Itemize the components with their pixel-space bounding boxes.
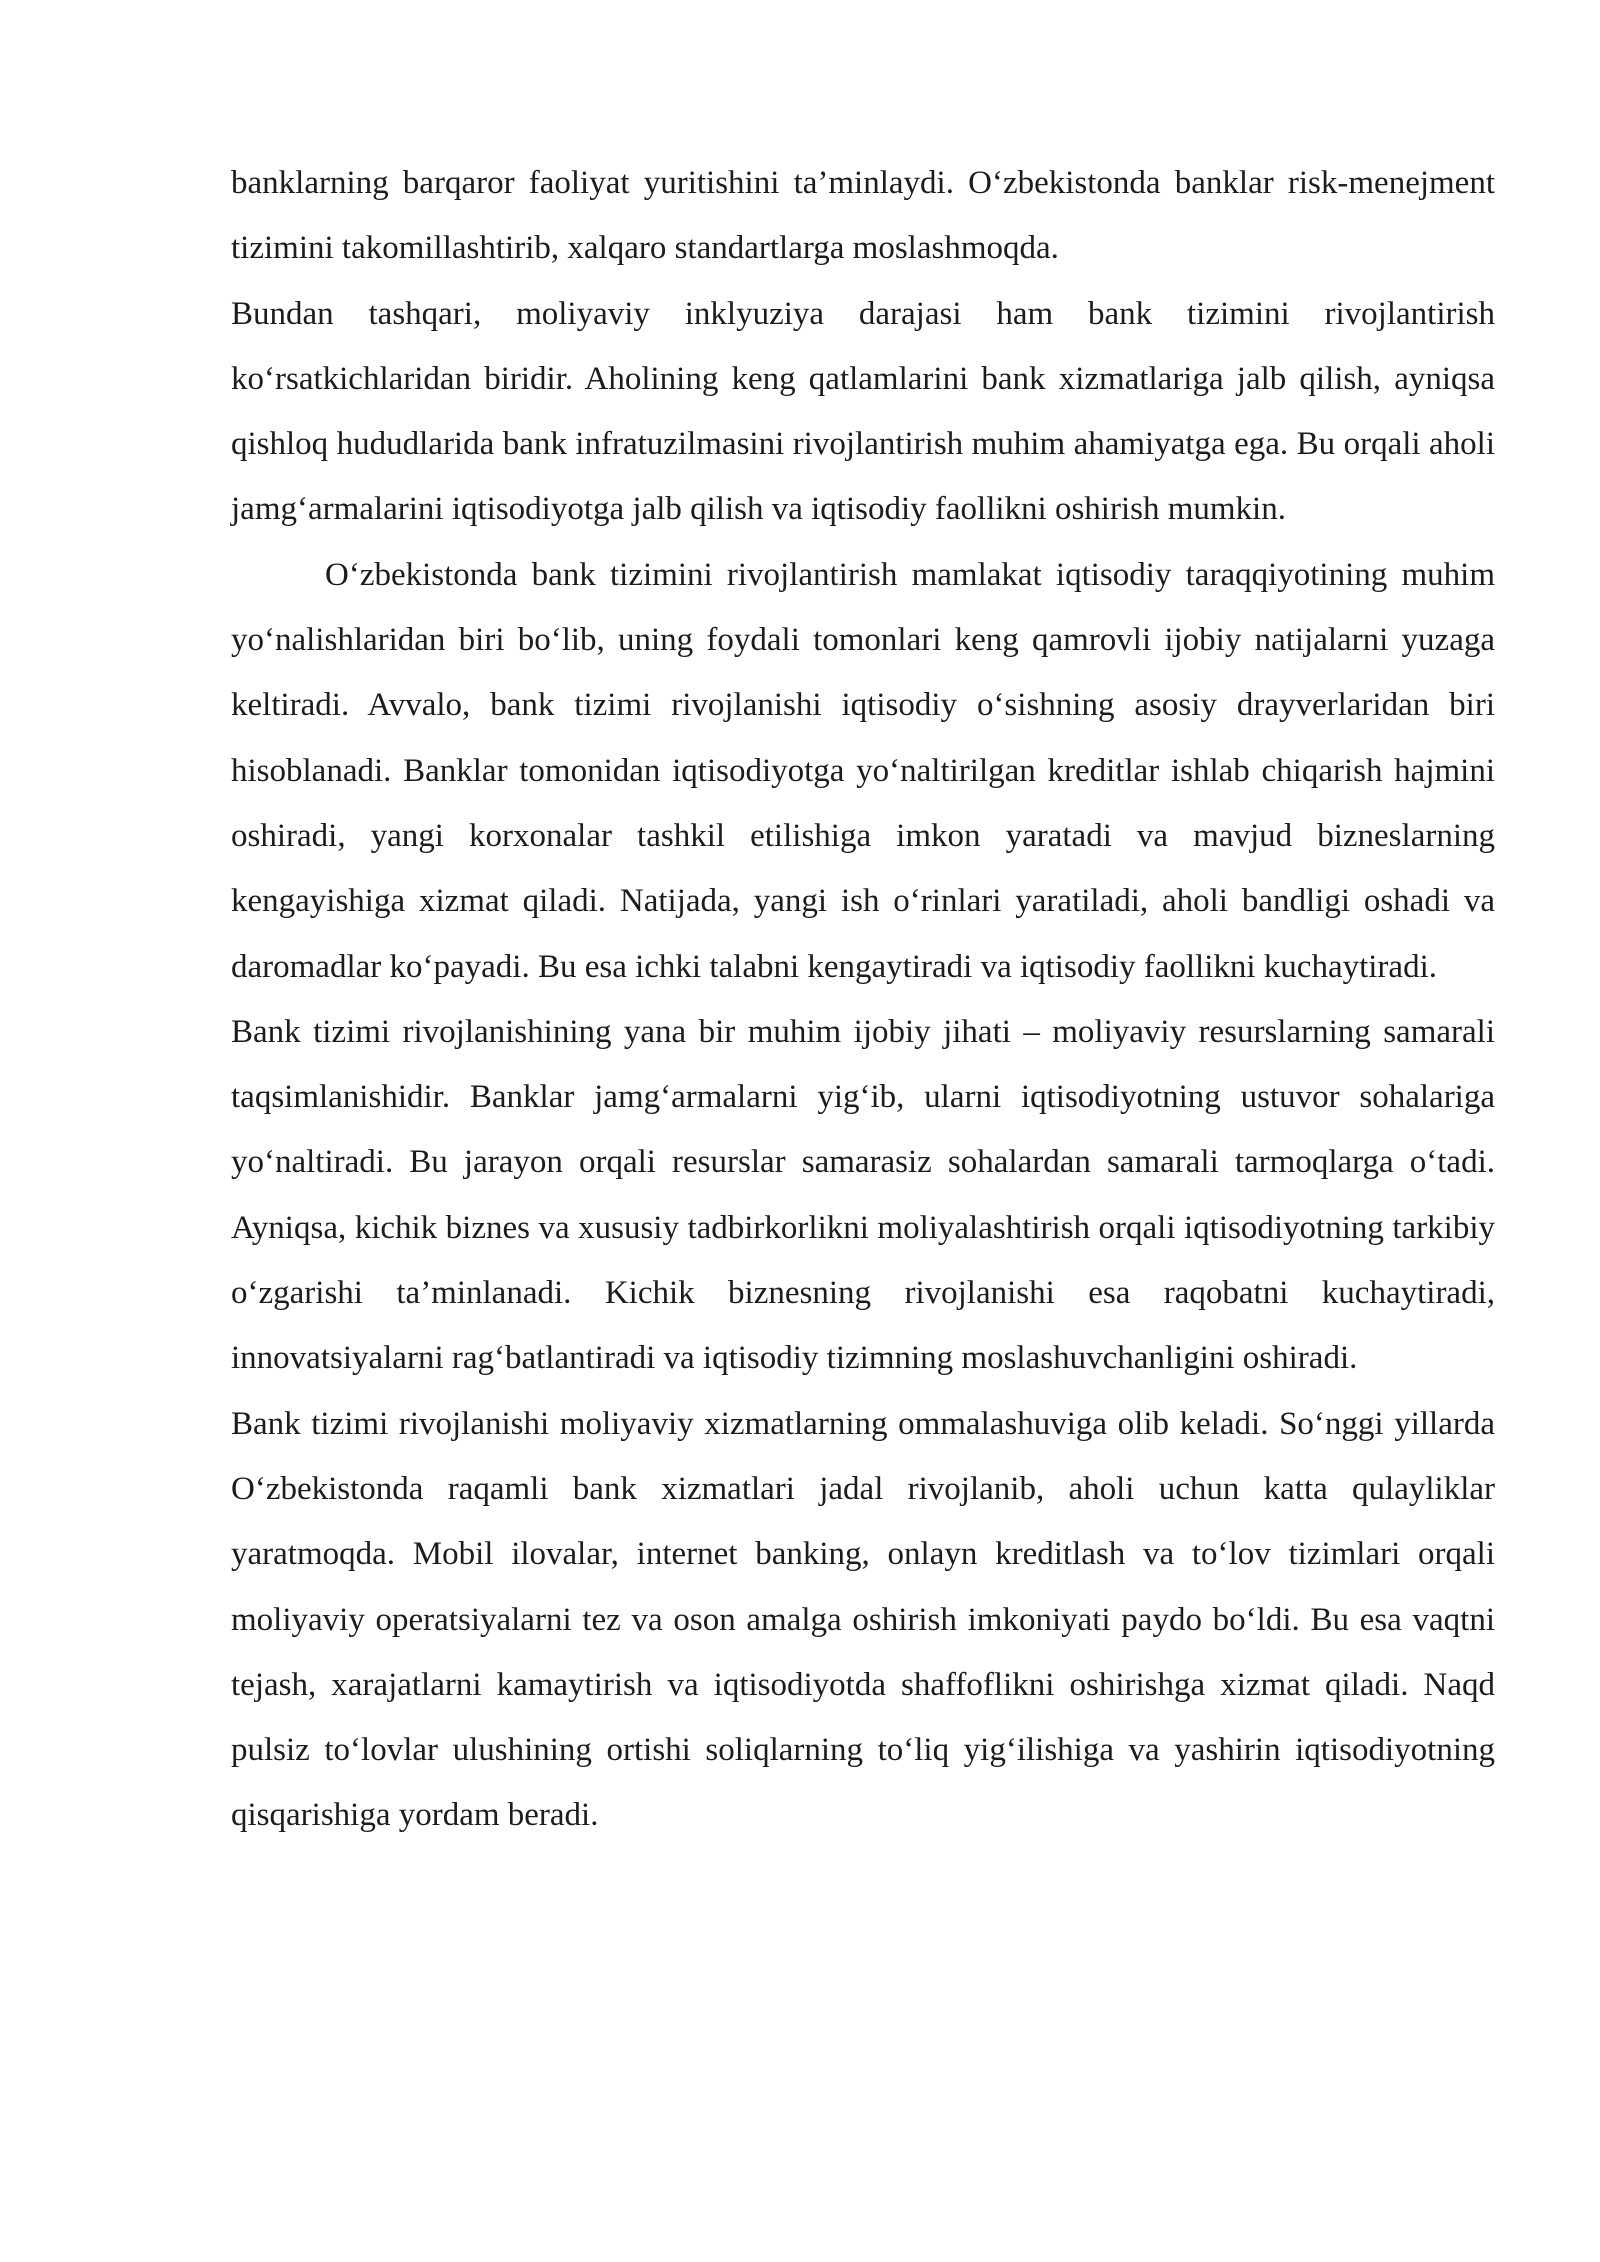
paragraph-resource-allocation: Bank tizimi rivojlanishining yana bir muhim ijobiy jihati – moliyaviy resurslarning samarali taqsimlanishidir. Banklar jamg‘armalarni yig‘ib, ularni iqtisodiyotning ustuvor sohalariga yo‘naltiradi. Bu jarayon orqali resurslar samarasiz sohalardan samarali tarmoqlarga o‘tadi. Ayniqsa, kichik biznes va xususiy tadbirkorlikni moliyalashtirish orqali iqtisodiyotning tarkibiy o‘zgarishi ta’minlanadi. Kichik biznesning rivojlanishi esa raqobatni kuchaytiradi, innovatsiyalarni rag‘batlantiradi va iqtisodiy tizimning moslashuvchanligini oshiradi. (231, 1013, 1495, 1377)
paragraph-financial-inclusion: Bundan tashqari, moliyaviy inklyuziya darajasi ham bank tizimini rivojlantirish ko‘rsatkichlaridan biridir. Aholining keng qatlamlarini bank xizmatlariga jalb qilish, ayniqsa qishloq hududlarida bank infratuzilmasini rivojlantirish muhim ahamiyatga ega. Bu orqali aholi jamg‘armalarini iqtisodiyotga jalb qilish va iqtisodiy faollikni oshirish mumkin. (231, 295, 1495, 528)
paragraph-digital-services: Bank tizimi rivojlanishi moliyaviy xizmatlarning ommalashuviga olib keladi. So‘nggi yillarda O‘zbekistonda raqamli bank xizmatlari jadal rivojlanib, aholi uchun katta qulayliklar yaratmoqda. Mobil ilovalar, internet banking, onlayn kreditlash va to‘lov tizimlari orqali moliyaviy operatsiyalarni tez va oson amalga oshirish imkoniyati paydo bo‘ldi. Bu esa vaqtni tejash, xarajatlarni kamaytirish va iqtisodiyotda shaffoflikni oshirishga xizmat qiladi. Naqd pulsiz to‘lovlar ulushining ortishi soliqlarning to‘liq yig‘ilishiga va yashirin iqtisodiyotning qisqarishiga yordam beradi. (231, 1405, 1495, 1834)
paragraph-risk-management: banklarning barqaror faoliyat yuritishini ta’minlaydi. O‘zbekistonda banklar risk-menejment tizimini takomillashtirib, xalqaro standartlarga moslashmoqda. (231, 165, 1495, 267)
paragraph-economic-growth: O‘zbekistonda bank tizimini rivojlantirish mamlakat iqtisodiy taraqqiyotining muhim yo‘nalishlaridan biri bo‘lib, uning foydali tomonlari keng qamrovli ijobiy natijalarni yuzaga keltiradi. Avvalo, bank tizimi rivojlanishi iqtisodiy o‘sishning asosiy drayverlaridan biri hisoblanadi. Banklar tomonidan iqtisodiyotga yo‘naltirilgan kreditlar ishlab chiqarish hajmini oshiradi, yangi korxonalar tashkil etilishiga imkon yaratadi va mavjud bizneslarning kengayishiga xizmat qiladi. Natijada, yangi ish o‘rinlari yaratiladi, aholi bandligi oshadi va daromadlar ko‘payadi. Bu esa ichki talabni kengaytiradi va iqtisodiy faollikni kuchaytiradi. (231, 556, 1495, 985)
body-text (231, 151, 1495, 1849)
